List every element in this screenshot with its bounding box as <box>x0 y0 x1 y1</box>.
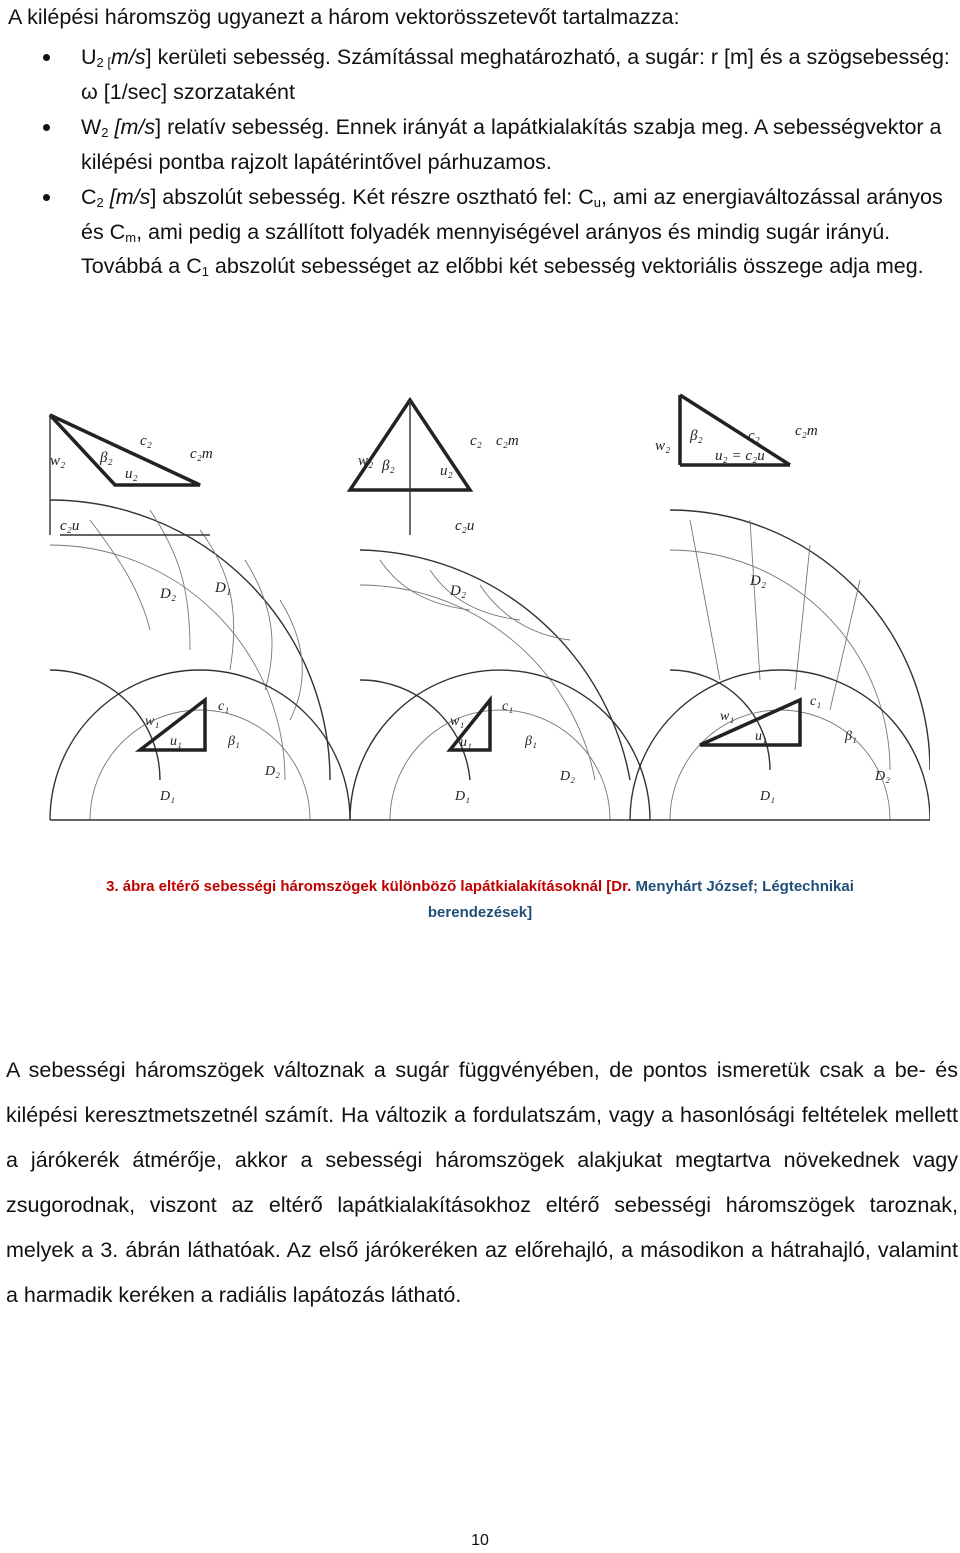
panel-bottom-1 <box>50 670 350 820</box>
D1-label: D₁ <box>760 789 775 804</box>
panel-bottom-3 <box>630 670 930 820</box>
D1-label: D₁ <box>160 789 175 804</box>
beta2-label: β₂ <box>382 458 395 474</box>
figure-caption <box>40 874 920 926</box>
bullet-dot <box>43 194 50 201</box>
bullet-item-w2: $W_2$ [m/s] relatív sebesség. Ennek irányát a lapátkialakítás szabja meg. A sebességvektor a kilépési pontba rajzolt lapátérintővel párhuzamos. <box>0 110 950 179</box>
beta1-label: β₁ <box>525 734 537 749</box>
w2-label: w₂ <box>655 438 671 454</box>
c2u-label: c₂u <box>455 518 475 534</box>
w1-label: w₁ <box>145 714 160 729</box>
D2-label: D₂ <box>450 583 467 599</box>
caption-blue-part: Menyhárt József; Légtechnikai <box>635 878 854 895</box>
caption-red-part: 3. ábra eltérő sebességi háromszögek különböző lapátkialakításoknál [Dr. <box>106 878 632 895</box>
bullet-item-u2: $U_{2 [}m/s$] kerületi sebesség. Számítással meghatározható, a sugár: r [m] és a szögsebesség: ω [1/sec] szorzataként <box>0 40 950 109</box>
figure-drawing <box>30 370 930 835</box>
c1-label: c₁ <box>218 699 230 714</box>
bullet-dot <box>43 54 50 61</box>
panel-bottom-2 <box>350 670 650 820</box>
D2-label: D₂ <box>560 769 575 784</box>
u1-label: u₁ <box>755 729 767 744</box>
D2-label: D₂ <box>750 573 767 589</box>
c1-label: c₁ <box>810 694 822 709</box>
w2-label: w₂ <box>358 453 374 469</box>
caption-line2: berendezések] <box>427 904 533 921</box>
beta2-label: β₂ <box>690 428 703 444</box>
D2-label: D₂ <box>160 586 177 602</box>
u2eq-label: u₂ = c₂u <box>715 448 765 464</box>
w2-label: w₂ <box>50 453 66 469</box>
beta1-label: β₁ <box>228 734 240 749</box>
c2-label: c₂ <box>748 428 760 444</box>
intro-text: A kilépési háromszög ugyanezt a három vektorösszetevőt tartalmazza: <box>8 5 680 29</box>
beta1-label: β₁ <box>845 729 857 744</box>
c1-label: c₁ <box>502 699 514 714</box>
D1-label: D₁ <box>455 789 470 804</box>
w1-label: w₁ <box>450 714 465 729</box>
w1-label: w₁ <box>720 709 735 724</box>
D2-label: D₂ <box>265 764 280 779</box>
u2-label: u₂ <box>440 463 453 479</box>
D2-label: D₂ <box>875 769 890 784</box>
bullet-dot <box>43 124 50 131</box>
c2m-label: c₂m <box>496 433 519 449</box>
beta2-label: β₂ <box>100 450 113 466</box>
page-number: 10 <box>471 1532 489 1549</box>
bullet-item-c2: $C_2$ [m/s] abszolút sebesség. Két részre osztható fel: $C_u$, ami az energiaváltozással arányos és $C_m$, ami pedig a szállított folyadék mennyiségével arányos és mindig sugár irányú. Továbbá a $C_1$ abszolút sebességet az előbbi két sebesség vektoriális összege adja meg. <box>0 180 950 284</box>
bullet-list <box>0 40 950 285</box>
c2u-label: c₂u <box>60 518 80 534</box>
c2-label: c₂ <box>470 433 482 449</box>
body-paragraph: A sebességi háromszögek változnak a sugár függvényében, de pontos ismeretük csak a be- és kilépési keresztmetszetnél számít. Ha változik a fordulatszám, vagy a hasonlósági feltételek mellett a járókerék átmérője, akkor a sebességi háromszögek alakjukat megtartva növekednek vagy zsugorodnak, viszont az eltérő lapátkialakításokhoz eltérő sebességi háromszögek taroznak, melyek a 3. ábrán láthatóak. Az első járókeréken az előrehajló, a másodikon a hátrahajló, valamint a harmadik keréken a radiális lapátozás látható. <box>6 1058 958 1307</box>
c2m-label: c₂m <box>795 423 818 439</box>
D1-label: D₁ <box>215 580 232 596</box>
velocity-triangles-figure <box>30 370 930 835</box>
u1-label: u₁ <box>460 735 472 750</box>
panel-top-radial <box>655 395 930 770</box>
u2-label: u₂ <box>125 466 138 482</box>
c2m-label: c₂m <box>190 446 213 462</box>
panel-top-forward <box>50 415 330 780</box>
u1-label: u₁ <box>170 734 182 749</box>
c2-label: c₂ <box>140 433 152 449</box>
